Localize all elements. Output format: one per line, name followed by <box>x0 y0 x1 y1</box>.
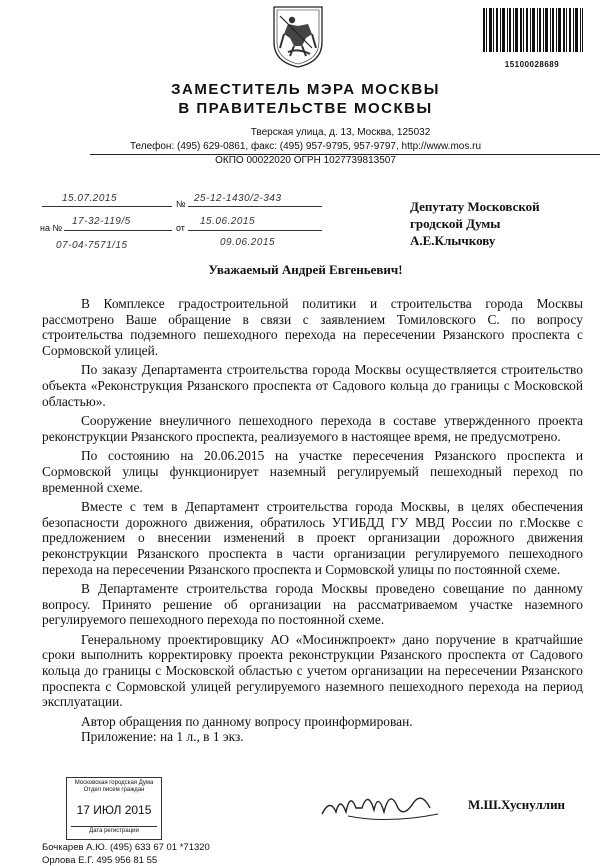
ref-number-label: на № <box>40 223 63 233</box>
number-label: № <box>176 199 186 209</box>
stamp-dept: Отдел писем граждан <box>83 787 145 793</box>
ref-number: 17-32-119/5 <box>72 216 131 227</box>
paragraph: Генеральному проектировщику АО «Мосинжпроект» дано поручение в кратчайшие сроки выполнить корректировку проекта реконструкции Рязанского проспекта от Садового кольца до границы с Московской областью с учетом организации на пересечении Рязанского проспекта с Сормовской улицей регулируемого наземного пешеходного перехода на период эксплуатации. <box>42 631 583 710</box>
ref-number-underline <box>64 230 172 231</box>
greeting: Уважаемый Андрей Евгеньевич! <box>208 262 403 277</box>
stamp-label: Дата регистрации <box>89 828 139 834</box>
ref-date-label: от <box>176 223 185 233</box>
outgoing-number: 25-12-1430/2-343 <box>194 193 282 204</box>
outgoing-date: 15.07.2015 <box>62 193 118 204</box>
barcode-image <box>483 8 583 52</box>
registration-stamp <box>66 777 162 840</box>
recipient-line3: А.Е.Клычкову <box>410 233 496 248</box>
org-title-line2: В ПРАВИТЕЛЬСТВЕ МОСКВЫ <box>178 100 433 117</box>
letter-body <box>42 296 583 745</box>
date-underline <box>42 206 172 207</box>
org-title-line1: ЗАМЕСТИТЕЛЬ МЭРА МОСКВЫ <box>171 81 440 98</box>
ref-date-2: 09.06.2015 <box>220 237 276 248</box>
paragraph: Сооружение внеуличного пешеходного перехода в составе утвержденного проекта реконструкции Рязанского проспекта, реализуемого в настоящее время, не предусмотрено. <box>42 413 583 444</box>
barcode-number: 15100028689 <box>504 60 560 69</box>
number-underline <box>188 206 322 207</box>
org-contacts: Телефон: (495) 629-0861, факс: (495) 957-9795, 957-9797, http://www.mos.ru <box>129 141 482 152</box>
stamp-divider <box>71 826 157 827</box>
moscow-coat-of-arms-icon <box>268 4 328 70</box>
signer-name: М.Ш.Хуснуллин <box>468 797 566 812</box>
paragraph: В Департаменте строительства города Москвы проведено совещание по данному вопросу. Принято решение об организации на рассматриваемом участке наземного регулируемого пешеходного перехода по постоянной схеме. <box>42 581 583 628</box>
ref-date: 15.06.2015 <box>200 216 256 227</box>
stamp-date: 17 ИЮЛ 2015 <box>76 803 152 817</box>
ref-date-underline <box>188 230 322 231</box>
executor-line: Бочкарев А.Ю. (495) 633 67 01 *71320 <box>42 842 210 853</box>
ref-number-2: 07-04-7571/15 <box>56 240 128 251</box>
org-codes: ОКПО 00022020 ОГРН 1027739813507 <box>215 155 396 166</box>
attachment-note: Приложение: на 1 л., в 1 экз. <box>81 729 244 745</box>
paragraph: Вместе с тем в Департамент строительства города Москвы, в целях обеспечения безопасности дорожного движения, обратилось УГИБДД ГУ МВД России по г.Москве с предложением о внесении изменений в проект организации дорожного движения реконструкции Рязанского проспекта в части организации регулируемого пешеходного перехода на пересечении Рязанского проспекта и Сормовской улицы по постоянной схеме. <box>42 499 583 577</box>
paragraph: По заказу Департамента строительства города Москвы осуществляется строительство объекта «Реконструкция Рязанского проспекта от Садового кольца до границы с Московской областью». <box>42 362 583 409</box>
recipient-line1: Депутату Московской <box>410 199 540 214</box>
stamp-org: Московская городская Дума <box>74 780 154 786</box>
recipient-line2: гродской Думы <box>410 216 501 231</box>
paragraph: В Комплексе градостроительной политики и строительства города Москвы рассмотрено Ваше обращение в связи с заявлением Томиловского С. по вопросу строительства подземного пешеходного перехода на пересечении Рязанского проспекта с Сормовской улицей. <box>42 296 583 358</box>
paragraph: Автор обращения по данному вопросу проинформирован. <box>81 713 413 729</box>
handwritten-signature <box>318 778 458 828</box>
paragraph: По состоянию на 20.06.2015 на участке пересечения Рязанского проспекта и Сормовской улицы функционирует наземный регулируемый пешеходный переход по временной схеме. <box>42 448 583 495</box>
org-address: Тверская улица, д. 13, Москва, 125032 <box>250 127 431 138</box>
executor-line: Орлова Е.Г. 495 956 81 55 <box>42 855 158 866</box>
recipient-block <box>410 198 605 249</box>
